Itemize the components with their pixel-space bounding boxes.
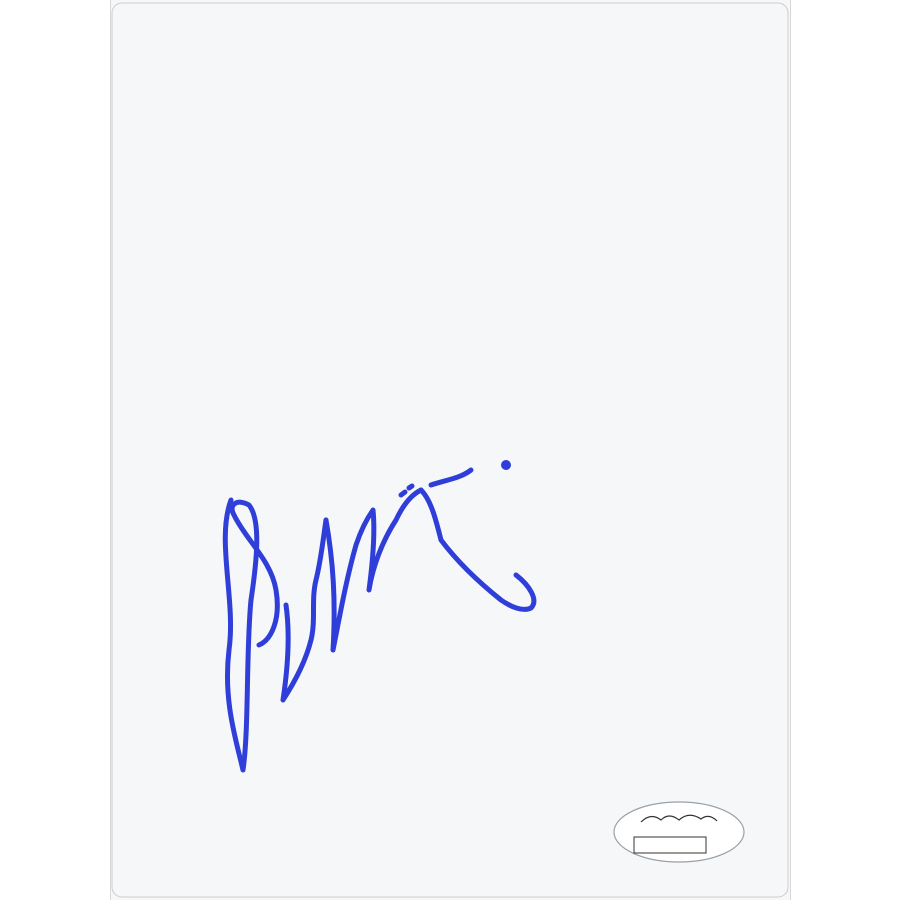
scorecard-grid [111,0,790,900]
scorecard [110,0,791,900]
authentication-sticker [614,802,744,862]
card-border [112,3,788,897]
